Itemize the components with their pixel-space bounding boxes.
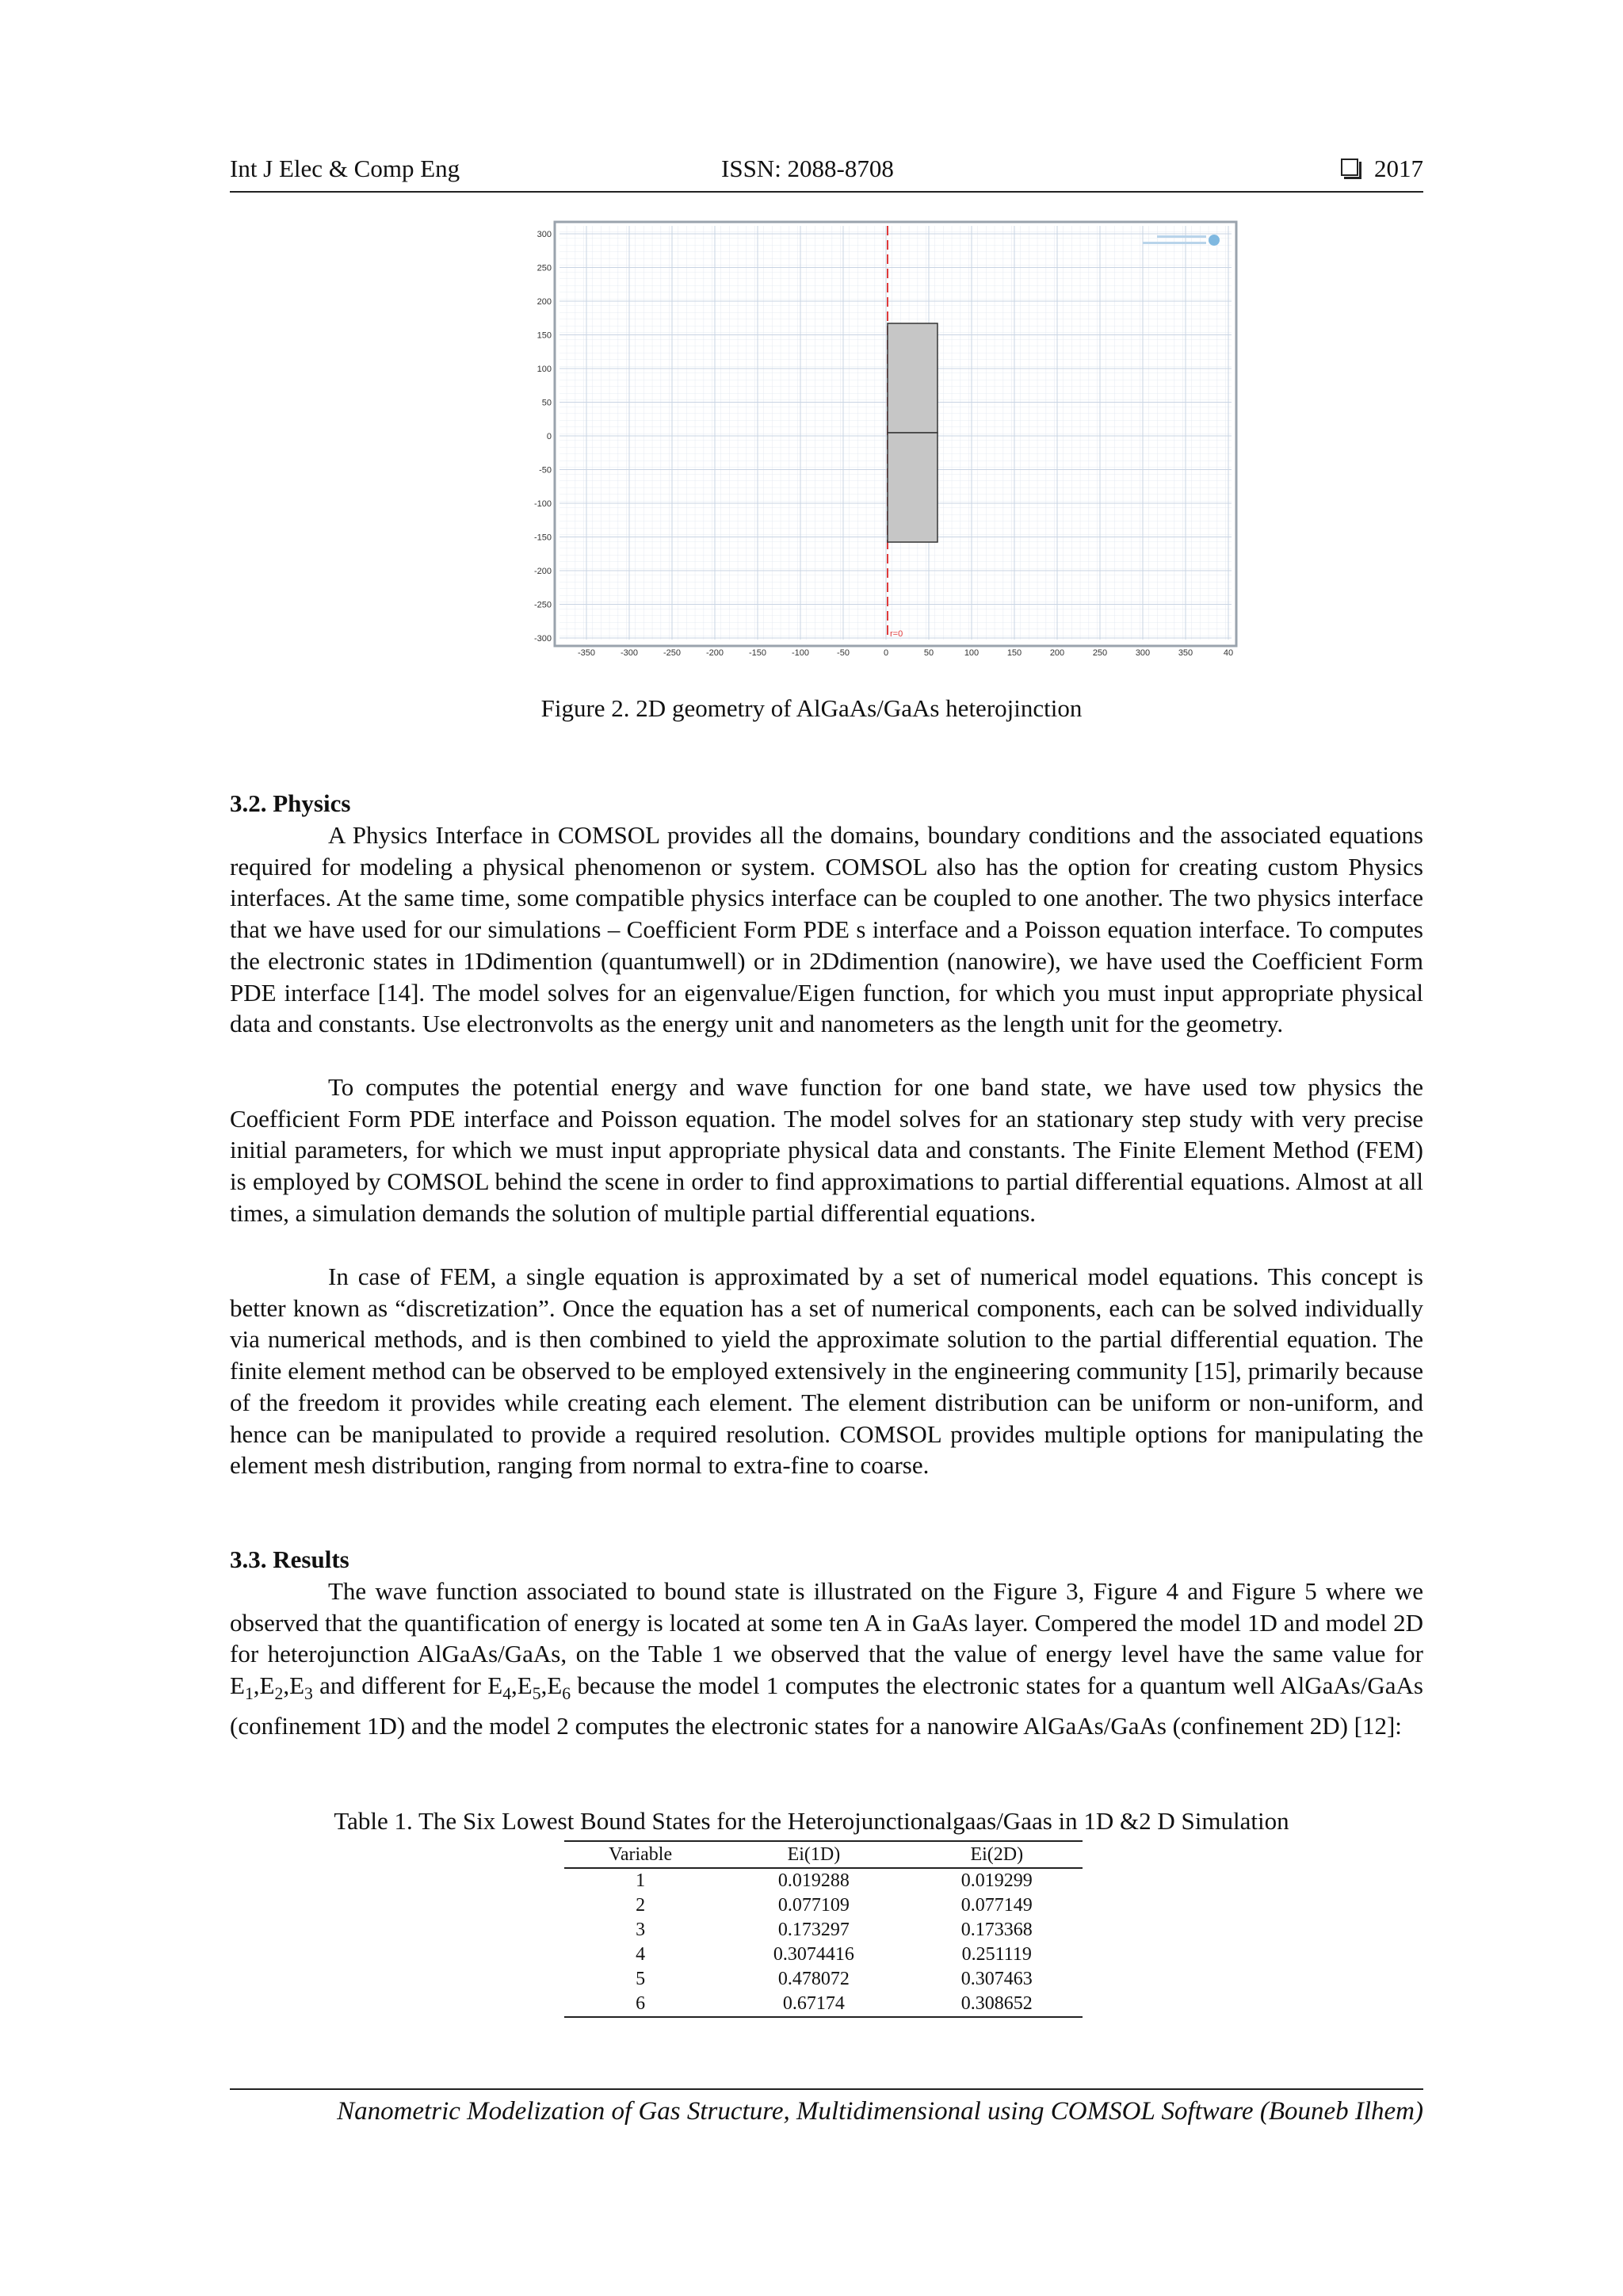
y-tick-label: -150	[533, 533, 552, 543]
geometry-plot	[515, 218, 1244, 662]
logo-text-mark	[1143, 242, 1206, 244]
table-row	[564, 1967, 1083, 1992]
domain-gaas	[888, 433, 938, 542]
table-cell: 6	[564, 1992, 716, 2017]
square-bullet-icon	[1341, 159, 1358, 176]
axis-label: r=0	[890, 629, 903, 639]
table-cell: 3	[636, 1920, 646, 1940]
y-tick-label: 100	[537, 365, 552, 374]
figure-caption: Figure 2. 2D geometry of AlGaAs/GaAs heterojinction	[540, 694, 1083, 722]
table-cell: 1	[636, 1870, 646, 1891]
x-axis-ticks	[578, 648, 1233, 658]
table-cell: 4	[636, 1944, 646, 1965]
table-cell: 0.173368	[960, 1920, 1033, 1940]
table-row	[564, 1943, 1083, 1967]
figure-2	[515, 218, 1244, 662]
table-cell: 0.077109	[777, 1895, 850, 1916]
table-cell: 0.019288	[777, 1870, 850, 1891]
x-tick-label: 40	[1223, 648, 1234, 658]
y-tick-label: -50	[539, 465, 552, 476]
domain-algaas	[888, 323, 938, 433]
col-header: Ei(1D)	[716, 1841, 911, 1868]
table-cell: 2	[636, 1895, 646, 1916]
x-tick-label: 300	[1135, 648, 1151, 658]
table-cell: 0.173297	[777, 1920, 850, 1940]
table-cell: 0.077149	[960, 1895, 1033, 1916]
col-header: Ei(2D)	[911, 1841, 1083, 1868]
x-tick-label: 150	[1006, 648, 1022, 658]
running-header	[230, 155, 1423, 193]
table-cell: 0.308652	[911, 1992, 1083, 2017]
x-tick-label: -300	[620, 648, 639, 658]
table-cell: 0.478072	[777, 1969, 850, 1989]
section-title-results: 3.3. Results	[230, 1545, 349, 1573]
y-tick-label: 300	[537, 230, 552, 239]
issn: ISSN: 2088-8708	[721, 155, 894, 182]
table-row	[564, 1868, 1083, 1893]
y-tick-label: -200	[533, 567, 552, 576]
page-number: 2017	[1374, 155, 1423, 182]
x-tick-label: 200	[1049, 648, 1065, 658]
x-tick-label: 0	[883, 648, 889, 658]
table-header-row	[564, 1841, 1083, 1868]
physics-paragraph-2: To computes the potential energy and wave function for one band state, we have used tow physics the Coefficient Form PDE interface and Poisson equation. The model solves for an stationary step study with very precise initial parameters, for which we must input appropriate physical data and constants. The Finite Element Method (FEM) is employed by COMSOL behind the scene in order to find approximations to partial differential equations. Almost at all times, a simulation demands the solution of multiple partial differential equations.	[230, 1073, 1423, 1227]
x-tick-label: 100	[964, 648, 980, 658]
table-caption: Table 1. The Six Lowest Bound States for the Heterojunctionalgaas/Gaas in 1D &2 D Simulation	[334, 1807, 1289, 1835]
physics-paragraph-1: A Physics Interface in COMSOL provides all the domains, boundary conditions and the associated equations required for modeling a physical phenomenon or system. COMSOL also has the option for creating custom Physics interfaces. At the same time, some compatible physics interface can be coupled to one another. The two physics interface that we have used for our simulations – Coefficient Form PDE s interface and a Poisson equation interface. To computes the electronic states in 1Ddimention (quantumwell) or in 2Ddimention (nanowire), we have used the Coefficient Form PDE interface [14]. The model solves for an eigenvalue/Eigen function, for which you must input appropriate physical data and constants. Use electronvolts as the energy unit and nanometers as the length unit for the geometry.	[230, 821, 1423, 1038]
physics-paragraph-3: In case of FEM, a single equation is approximated by a set of numerical model equations. This concept is better known as “discretization”. Once the equation has a set of numerical components, each can be solved individually via numerical methods, and is then combined to yield the approximate solution to the partial differential equation. The finite element method can be observed to be employed extensively in the engineering community [15], primarily because of the freedom it provides while creating each element. The element distribution can be uniform or non-uniform, and hence can be manipulated to provide a required resolution. COMSOL provides multiple options for manipulating the element mesh distribution, ranging from normal to extra-fine to coarse.	[230, 1263, 1423, 1480]
y-tick-label: 50	[541, 398, 552, 408]
table-row	[564, 1992, 1083, 2017]
y-tick-label: -300	[533, 634, 552, 644]
y-tick-label: 150	[537, 330, 552, 341]
col-header: Variable	[564, 1841, 716, 1868]
x-tick-label: -200	[705, 648, 724, 658]
table-row	[564, 1893, 1083, 1918]
table-cell: 0.3074416	[773, 1944, 854, 1965]
logo-text-mark	[1157, 235, 1206, 238]
bound-states-table	[564, 1840, 1083, 2018]
x-tick-label: -250	[663, 648, 682, 658]
x-tick-label: -50	[837, 648, 850, 658]
table-cell: 0.019299	[960, 1870, 1033, 1891]
table-cell: 0.251119	[961, 1944, 1032, 1965]
y-axis-ticks	[534, 230, 552, 644]
y-tick-label: 0	[546, 432, 552, 441]
table-cell: 5	[636, 1969, 646, 1989]
x-tick-label: -150	[748, 648, 767, 658]
x-tick-label: -100	[791, 648, 810, 658]
x-tick-label: -350	[577, 648, 596, 658]
y-tick-label: -250	[533, 600, 552, 610]
journal-name: Int J Elec & Comp Eng	[230, 155, 460, 182]
table-cell: 0.67174	[716, 1992, 911, 2017]
x-tick-label: 350	[1178, 648, 1193, 658]
section-title-physics: 3.2. Physics	[230, 789, 351, 817]
table-cell: 0.307463	[960, 1969, 1033, 1989]
x-tick-label: 250	[1092, 648, 1108, 658]
y-tick-label: 200	[537, 297, 552, 307]
table-row	[564, 1918, 1083, 1943]
results-paragraph: The wave function associated to bound state is illustrated on the Figure 3, Figure 4 and Figure 5 where we observed that the quantification of energy is located at some ten A in GaAs layer. Compered the model 1D and model 2D for heterojunction AlGaAs/GaAs, on the Table 1 we observed that the value of energy level have the same value for $E_1,E_2,E_3$ and different for $E_4,E_5,E_6$ because the model 1 computes the electronic states for a quantum well AlGaAs/GaAs (confinement 1D) and the model 2 computes the electronic states for a nanowire AlGaAs/GaAs (confinement 2D) [12]:	[230, 1577, 1424, 1740]
running-footer: Nanometric Modelization of Gas Structure, Multidimensional using COMSOL Software (Bouneb Ilhem)	[337, 2097, 1423, 2126]
y-tick-label: -100	[533, 499, 552, 509]
y-tick-label: 250	[537, 263, 552, 273]
footer-rule	[230, 2088, 1423, 2090]
comsol-logo-icon	[1209, 235, 1220, 246]
x-tick-label: 50	[923, 648, 934, 658]
